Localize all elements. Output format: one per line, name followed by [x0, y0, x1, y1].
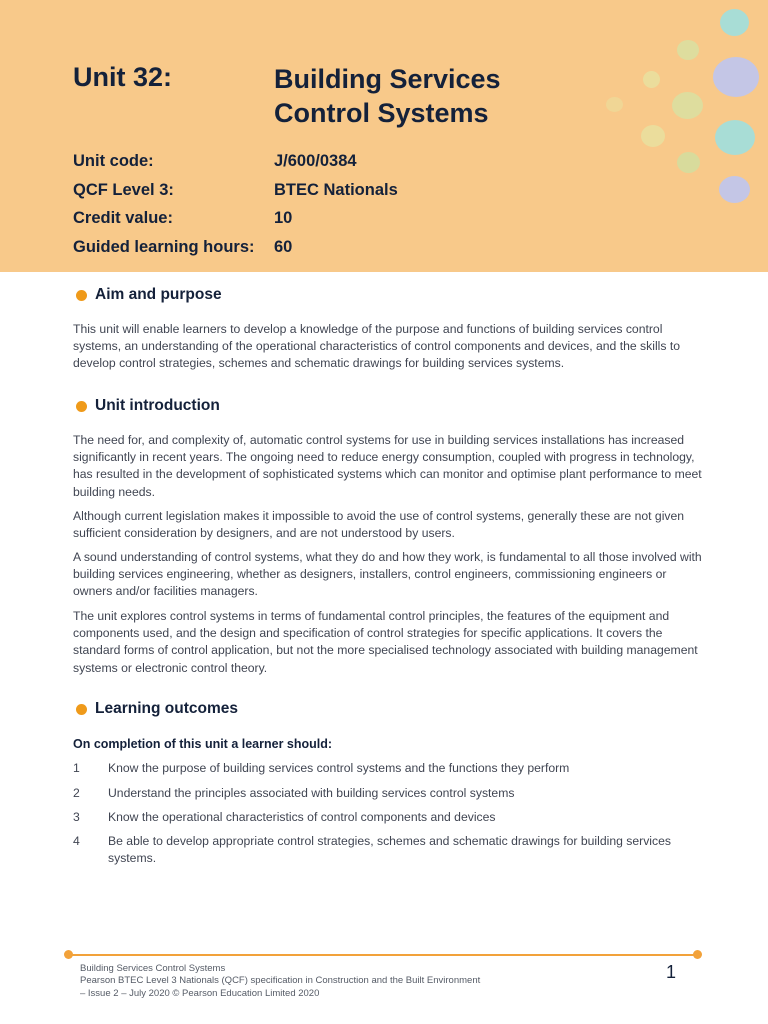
section-heading-intro — [76, 397, 220, 415]
decor-dot — [641, 125, 665, 147]
decor-dot — [606, 97, 623, 112]
decor-dot — [677, 40, 699, 60]
item-number: 1 — [73, 761, 80, 775]
decor-dot — [672, 92, 703, 119]
aim-paragraph: This unit will enable learners to develop a knowledge of the purpose and functions of building services control systems, an understanding of the operational characteristics of control components and devices, and the skills to develop control strategies, schemes and schematic drawings for building services systems. — [73, 322, 681, 371]
meta-value: 10 — [274, 209, 293, 227]
intro-paragraph: A sound understanding of control systems, what they do and how they work, is fundamental to all those involved with building services engineering, whether as designers, installers, control engineers, commissioning engineers or owners and/or facilities managers. — [73, 550, 702, 599]
outcomes-intro: On completion of this unit a learner should: — [73, 737, 333, 751]
meta-value: 60 — [274, 238, 293, 256]
item-text: Know the purpose of building services control systems and the functions they perform — [108, 761, 570, 775]
section-heading-text: Unit introduction — [95, 397, 220, 414]
bullet-icon — [76, 401, 87, 412]
footer-rule-cap — [64, 950, 73, 959]
meta-label: Unit code: — [73, 152, 154, 170]
item-text: Be able to develop appropriate control strategies, schemes and schematic drawings for building services systems. — [108, 834, 671, 866]
item-text: Know the operational characteristics of control components and devices — [108, 810, 496, 824]
bullet-icon — [76, 290, 87, 301]
intro-paragraph: The unit explores control systems in terms of fundamental control principles, the features of the equipment and components used, and the design and specification of control strategies for specific applications. It covers the standard forms of control application, but not the more specialised technology associated with building management systems or electronic control theory. — [73, 609, 698, 675]
header-band — [0, 0, 768, 272]
meta-value: J/600/0384 — [274, 152, 357, 170]
footer-line: – Issue 2 – July 2020 © Pearson Education Limited 2020 — [80, 987, 320, 999]
unit-number: Unit 32: — [73, 62, 173, 92]
decor-dot — [643, 71, 660, 88]
intro-paragraph: The need for, and complexity of, automatic control systems for use in building services installations has increased significantly in recent years. The ongoing need to reduce energy consumption, coupled with progress in technology, has resulted in the development of sophisticated systems which can monitor and optimise plant performance to meet building needs. — [73, 433, 702, 499]
bullet-icon — [76, 704, 87, 715]
decor-dot — [719, 176, 750, 203]
meta-label: QCF Level 3: — [73, 181, 174, 199]
section-heading-aim — [76, 286, 222, 304]
item-number: 4 — [73, 834, 80, 848]
section-heading-outcomes — [76, 700, 238, 718]
unit-title — [274, 62, 501, 130]
decor-dot — [715, 120, 755, 155]
item-number: 3 — [73, 810, 80, 824]
decor-dot — [720, 9, 749, 36]
meta-value: BTEC Nationals — [274, 181, 398, 199]
item-text: Understand the principles associated with building services control systems — [108, 786, 515, 800]
footer-rule-cap — [693, 950, 702, 959]
page-number: 1 — [666, 962, 677, 982]
decor-dot — [713, 57, 759, 97]
section-heading-text: Learning outcomes — [95, 700, 238, 717]
meta-label: Credit value: — [73, 209, 173, 227]
footer-rule — [68, 954, 698, 956]
footer-line: Pearson BTEC Level 3 Nationals (QCF) specification in Construction and the Built Environment — [80, 975, 481, 987]
footer-text — [80, 963, 540, 1000]
item-number: 2 — [73, 786, 80, 800]
section-heading-text: Aim and purpose — [95, 286, 222, 303]
intro-paragraph: Although current legislation makes it impossible to avoid the use of control systems, generally these are not given sufficient consideration by designers, and are not understood by users. — [73, 509, 685, 541]
decor-dot — [677, 152, 700, 173]
unit-title-line2: Control Systems — [274, 98, 489, 128]
meta-label: Guided learning hours: — [73, 238, 255, 256]
unit-title-line1: Building Services — [274, 64, 501, 94]
footer-line: Building Services Control Systems — [80, 963, 226, 974]
